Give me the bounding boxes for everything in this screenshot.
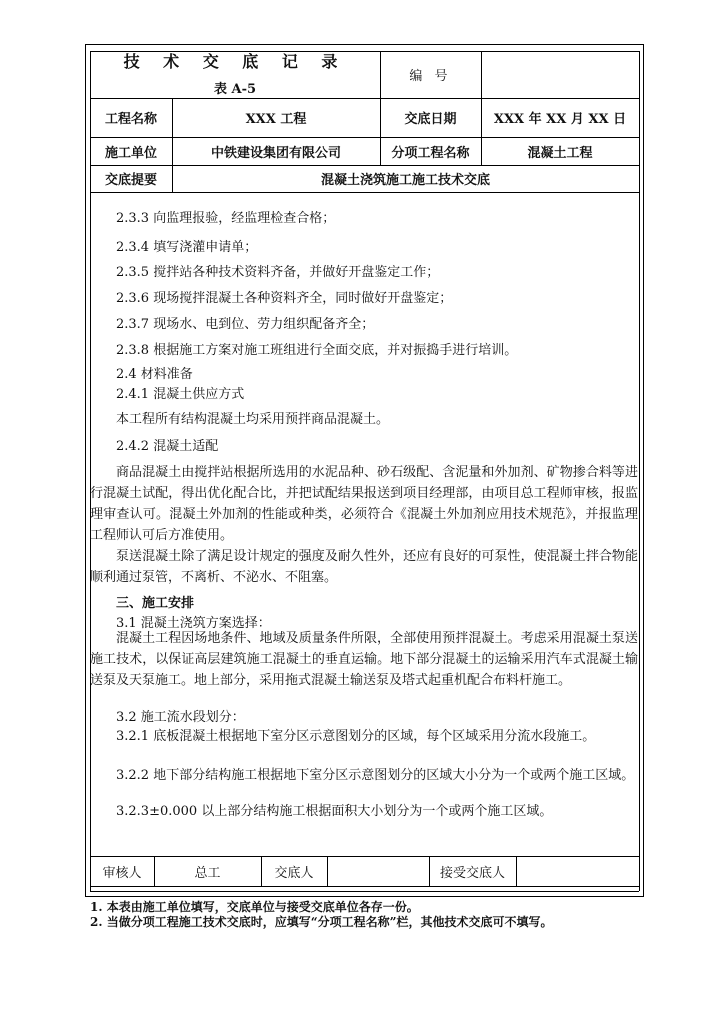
body-paragraph: 2.4.2 混凝土适配	[116, 439, 219, 454]
table-border-left	[85, 44, 86, 192]
body-paragraph: 3.1 混凝土浇筑方案选择：	[116, 616, 271, 631]
date-label: 交底日期	[404, 112, 457, 127]
project-name-value: XXX 工程	[245, 112, 307, 127]
summary-value: 混凝土浇筑施工施工技术交底	[320, 173, 490, 188]
body-paragraph: 3.2 施工流水段划分：	[116, 710, 245, 725]
body-paragraph: 2.3.3 向监理报验，经监理检查合格；	[116, 211, 336, 226]
body-paragraph: 混凝土工程因场地条件、地域及质量条件所限，全部使用预拌混凝土。考虑采用混凝土泵送施工技术，以保证高层建筑施工混凝土的垂直运输。地下部分混凝土的运输采用汽车式混凝土输送泵及天泵施工。地上部分，采用拖式混凝土输送泵及塔式起重机配合布料杆施工。	[90, 631, 638, 688]
number-label: 编 号	[409, 69, 452, 84]
body-paragraph: 本工程所有结构混凝土均采用预拌商品混凝土。	[116, 412, 390, 427]
chief-label: 总工	[194, 865, 221, 881]
discloser-signature	[327, 856, 429, 886]
subproject-label: 分项工程名称	[391, 145, 470, 161]
footnote: 1. 本表由施工单位填写，交底单位与接受交底单位各存一份。	[90, 900, 419, 914]
unit-label: 施工单位	[104, 145, 157, 161]
body-paragraph: 2.3.5 搅拌站各种技术资料齐备，并做好开盘鉴定工作；	[116, 265, 440, 280]
summary-label: 交底提要	[104, 173, 157, 188]
body-paragraph: 2.4.1 混凝土供应方式	[116, 387, 245, 402]
body-paragraph: 3.2.2 地下部分结构施工根据地下室分区示意图划分的区域大小分为一个或两个施工区域。	[116, 768, 635, 783]
body-paragraph: 2.3.8 根据施工方案对施工班组进行全面交底，并对振捣手进行培训。	[116, 343, 518, 358]
number-value	[481, 51, 639, 98]
body-paragraph: 2.3.4 填写浇灌申请单；	[116, 240, 258, 255]
table-border-top	[85, 44, 644, 45]
body-paragraph: 商品混凝土由搅拌站根据所选用的水泥品种、砂石级配、含泥量和外加剂、矿物掺合料等进行混凝土试配，得出优化配合比，并把试配结果报送到项目经理部，由项目总工程师审核，报监理审查认可。混凝土外加剂的性能或种类，必须符合《混凝土外加剂应用技术规范》，并报监理工程师认可后方准使用。	[90, 465, 638, 543]
body-paragraph: 2.3.7 现场水、电到位、劳力组织配备齐全；	[116, 317, 375, 332]
form-code: 表 A-5	[213, 81, 257, 97]
body-paragraph: 3.2.1 底板混凝土根据地下室分区示意图划分的区域，每个区域采用分流水段施工。	[116, 729, 596, 744]
unit-value: 中铁建设集团有限公司	[210, 145, 341, 161]
body-paragraph: 2.3.6 现场搅拌混凝土各种资料齐全，同时做好开盘鉴定；	[116, 291, 453, 306]
reviewer-label: 审核人	[102, 865, 142, 881]
discloser-label: 交底人	[274, 865, 314, 881]
footnote: 2. 当做分项工程施工技术交底时，应填写“分项工程名称”栏，其他技术交底可不填写。	[90, 915, 553, 929]
body-paragraph: 2.4 材料准备	[116, 367, 193, 382]
page-title: 技 术 交 底 记 录	[123, 51, 347, 71]
body-paragraph: 泵送混凝土除了满足设计规定的强度及耐久性外，还应有良好的可泵性，使混凝土拌合物能顺利通过泵管，不离析、不泌水、不阻塞。	[90, 549, 638, 585]
receiver-signature	[516, 856, 639, 886]
date-value: XXX 年 XX 月 XX 日	[493, 112, 627, 127]
receiver-label: 接受交底人	[439, 865, 505, 881]
body-paragraph: 3.2.3±0.000 以上部分结构施工根据面积大小划分为一个或两个施工区域。	[116, 804, 553, 819]
table-border-right	[643, 44, 644, 192]
project-name-label: 工程名称	[104, 112, 157, 127]
subproject-value: 混凝土工程	[527, 145, 593, 161]
section-heading: 三、施工安排	[116, 596, 195, 611]
